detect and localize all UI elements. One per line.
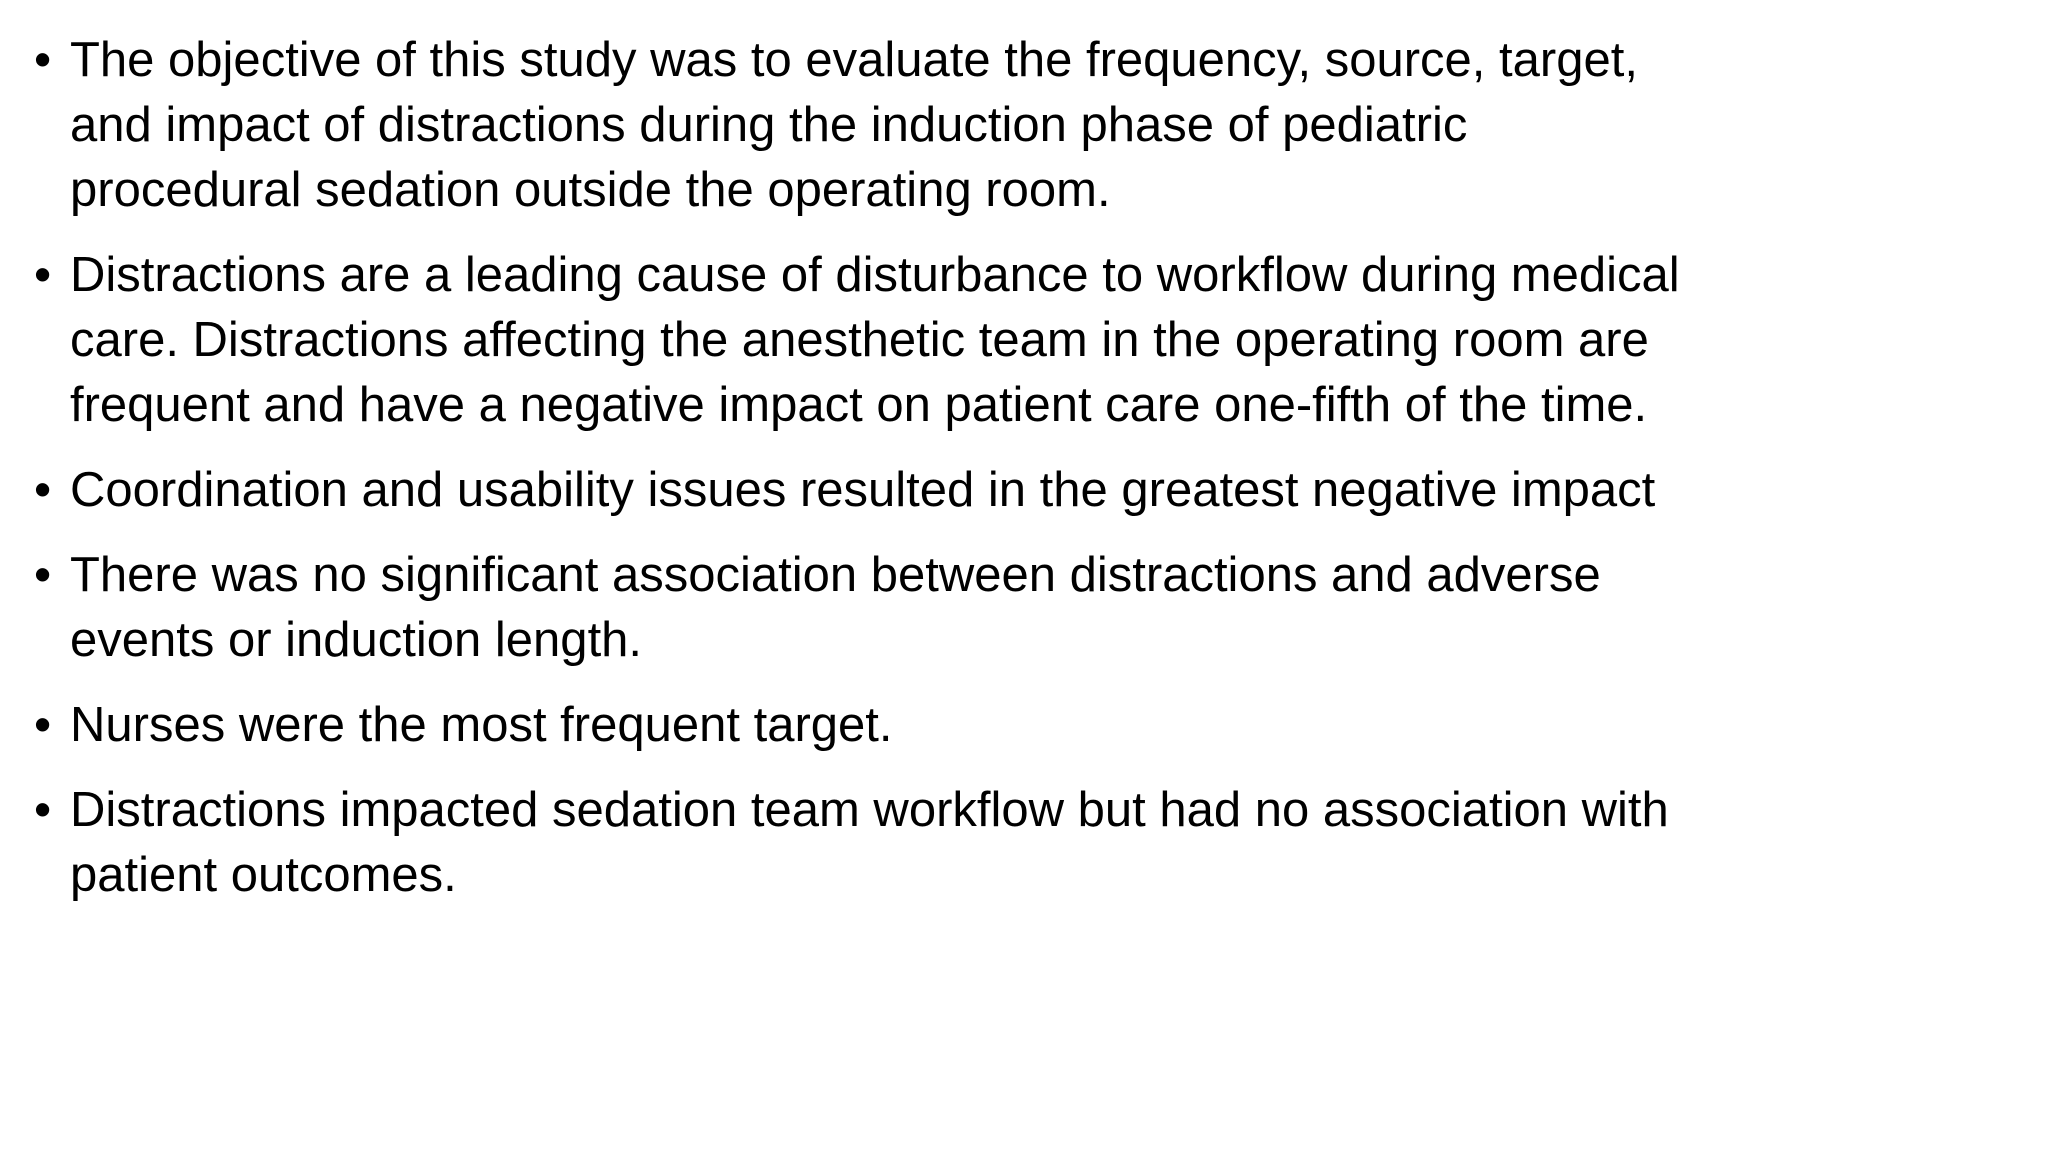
- bullet-item-nurses: [34, 693, 1994, 758]
- bullet-item-association: [34, 543, 1994, 673]
- bullet-text-line: patient outcomes.: [70, 848, 457, 902]
- bullet-text-line: Nurses were the most frequent target.: [70, 698, 893, 752]
- bullet-text-line: frequent and have a negative impact on patient care one-fifth of the time.: [70, 378, 1648, 432]
- bullet-text-line: and impact of distractions during the induction phase of pediatric: [70, 98, 1468, 152]
- bullet-item-objective: [34, 28, 1994, 223]
- bullet-item-conclusion: [34, 778, 1994, 908]
- bullet-text-line: Distractions are a leading cause of disturbance to workflow during medical: [70, 248, 1680, 302]
- bullet-item-coordination: [34, 458, 1994, 523]
- bullet-icon: •: [34, 463, 52, 517]
- bullet-text-line: There was no significant association between distractions and adverse: [70, 548, 1601, 602]
- bullet-text-line: procedural sedation outside the operating room.: [70, 163, 1111, 217]
- bullet-icon: •: [34, 698, 52, 752]
- bullet-text-line: Coordination and usability issues resulted in the greatest negative impact: [70, 463, 1656, 517]
- bullet-icon: •: [34, 548, 52, 602]
- bullet-icon: •: [34, 33, 52, 87]
- bullet-list: [34, 28, 1994, 928]
- bullet-text-line: Distractions impacted sedation team workflow but had no association with: [70, 783, 1669, 837]
- bullet-item-background: [34, 243, 1994, 438]
- bullet-text-line: care. Distractions affecting the anesthetic team in the operating room are: [70, 313, 1649, 367]
- bullet-text-line: The objective of this study was to evaluate the frequency, source, target,: [70, 33, 1638, 87]
- bullet-icon: •: [34, 248, 52, 302]
- bullet-text-line: events or induction length.: [70, 613, 643, 667]
- bullet-icon: •: [34, 783, 52, 837]
